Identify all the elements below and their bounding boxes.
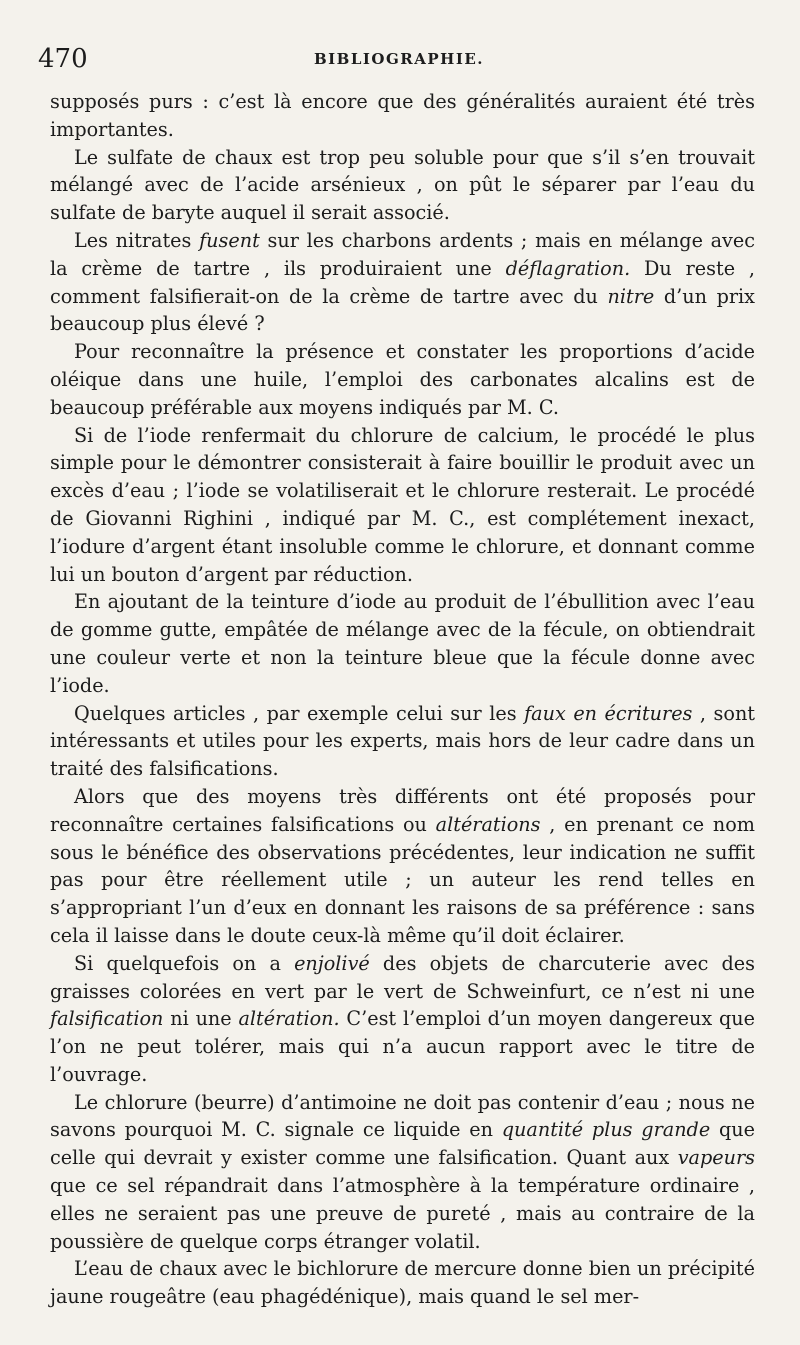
text-run: Si quelquefois on a (74, 951, 295, 975)
paragraph: Si de l’iode renfermait du chlorure de calcium, le procédé le plus simple pour le démontrer consisterait à faire bouillir le produit avec un excès d’eau ; l’iode se volatiliserait et le chlorure resterait. Le procédé de Giovanni Righini , indiqué par M. C., est complétement inexact, l’iodure d’argent étant insoluble comme le chlorure, et donnant comme lui un bouton d’argent par réduction. (50, 423, 755, 586)
text-run: Le chlorure (beurre) d’antimoine ne doit pas contenir d’eau ; nous ne savons pourquoi M. C. signale ce liquide en (50, 1090, 755, 1142)
paragraph (50, 950, 755, 1089)
text-run: Alors que des moyens très différents ont été proposés pour reconnaître certaines falsifications ou (50, 784, 755, 836)
italic-run: vapeurs (677, 1146, 755, 1170)
italic-run: fusent (199, 228, 260, 252)
page-header (38, 44, 760, 80)
paragraph (50, 700, 755, 783)
text-run: ni une (163, 1007, 239, 1031)
paragraph: Le sulfate de chaux est trop peu soluble pour que s’il s’en trouvait mélangé avec de l’acide arsénieux , on pût le séparer par l’eau du sulfate de baryte auquel il serait associé. (50, 145, 755, 225)
paragraph (50, 1089, 755, 1256)
paragraph (50, 783, 755, 950)
italic-run: enjolivé (294, 951, 370, 975)
text-run: Du reste , comment falsifierait-on de la crème de tartre avec du (50, 256, 756, 308)
body-text (50, 88, 755, 1311)
paragraph (50, 227, 755, 338)
italic-run: nitre (607, 284, 655, 308)
text-run: des objets de charcuterie avec des graisses colorées en vert par le vert de Schweinfurt, ce n’est ni une (50, 951, 756, 1003)
text-run: C’est l’emploi d’un moyen dangereux que l’on ne peut tolérer, mais qui n’a aucun rapport avec le titre de l’ouvrage. (50, 1007, 755, 1086)
paragraph: Pour reconnaître la présence et constater les proportions d’acide oléique dans une huile, l’emploi des carbonates alcalins est de beaucoup préférable aux moyens indiqués par M. C. (50, 340, 755, 419)
text-run: que ce sel répandrait dans l’atmosphère à la température ordinaire , elles ne seraient pas une preuve de pureté , mais au contraire de la poussière de quelque corps étranger volatil. (50, 1174, 755, 1253)
page-number: 470 (38, 44, 88, 74)
italic-run: falsification (50, 1007, 164, 1031)
text-run: Quelques articles , par exemple celui sur les (74, 701, 525, 725)
text-run: , en prenant ce nom sous le bénéfice des observations précédentes, leur indication ne suffit pas pour être réellement utile ; un auteur les rend telles en s’appropriant l’un d’eux en donnant les raisons de sa préférence : sans cela il laisse dans le doute ceux-là même qu’il doit éclairer. (50, 812, 755, 947)
text-run: sur les charbons ardents ; mais en mélange avec la crème de tartre , ils produiraient une (50, 228, 756, 280)
italic-run: altérations (435, 812, 541, 836)
running-title: BIBLIOGRAPHIE. (313, 50, 485, 68)
italic-run: quantité plus grande (501, 1118, 711, 1142)
italic-run: faux en écritures (524, 701, 693, 725)
italic-run: déflagration. (505, 256, 631, 280)
paragraph: En ajoutant de la teinture d’iode au produit de l’ébullition avec l’eau de gomme gutte, empâtée de mélange avec de la fécule, on obtiendrait une couleur verte et non la teinture bleue que la fécule donne avec l’iode. (50, 590, 755, 697)
paragraph: L’eau de chaux avec le bichlorure de mercure donne bien un précipité jaune rougeâtre (eau phagédénique), mais quand le sel mer- (50, 1257, 755, 1309)
italic-run: altération. (238, 1007, 340, 1031)
paragraph: supposés purs : c’est là encore que des généralités auraient été très importantes. (50, 90, 755, 141)
text-run: , sont intéressants et utiles pour les experts, mais hors de leur cadre dans un traité des falsifications. (50, 701, 756, 781)
text-run: d’un prix beaucoup plus élevé ? (50, 284, 755, 336)
text-run: que celle qui devrait y exister comme une falsification. Quant aux (50, 1118, 755, 1170)
text-run: Les nitrates (74, 228, 200, 252)
